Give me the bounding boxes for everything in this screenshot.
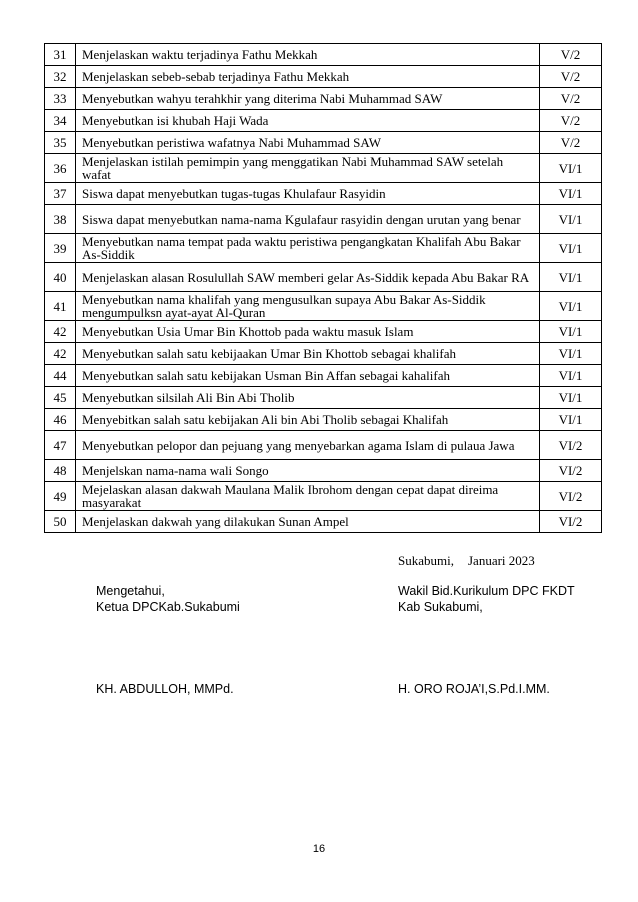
row-number: 37 <box>45 183 76 205</box>
row-description: Menjelaskan istilah pemimpin yang menggatikan Nabi Muhammad SAW setelah wafat <box>76 154 540 183</box>
signature-date: Januari 2023 <box>467 553 535 568</box>
row-code: VI/1 <box>540 365 602 387</box>
table-row <box>45 365 602 387</box>
row-code: VI/2 <box>540 482 602 511</box>
row-description: Menyebutkan peristiwa wafatnya Nabi Muhammad SAW <box>76 132 540 154</box>
row-description: Menyebutkan salah satu kebijakan Usman Bin Affan sebagai kahalifah <box>76 365 540 387</box>
table-row <box>45 321 602 343</box>
row-description: Menyebutkan isi khubah Haji Wada <box>76 110 540 132</box>
table-row <box>45 263 602 292</box>
row-description: Menjelaskan sebeb-sebab terjadinya Fathu Mekkah <box>76 66 540 88</box>
row-code: VI/2 <box>540 511 602 533</box>
row-code: VI/1 <box>540 263 602 292</box>
signature-left-line2: Ketua DPCKab.Sukabumi <box>96 600 240 614</box>
row-description: Menyebutkan salah satu kebijaakan Umar Bin Khottob sebagai khalifah <box>76 343 540 365</box>
row-description: Siswa dapat menyebutkan nama-nama Kgulafaur rasyidin dengan urutan yang benar <box>76 205 540 234</box>
row-number: 39 <box>45 234 76 263</box>
table-row <box>45 154 602 183</box>
table-row <box>45 183 602 205</box>
row-description: Menyebutkan Usia Umar Bin Khottob pada waktu masuk Islam <box>76 321 540 343</box>
table-row <box>45 460 602 482</box>
row-number: 33 <box>45 88 76 110</box>
row-number: 34 <box>45 110 76 132</box>
row-code: VI/1 <box>540 409 602 431</box>
row-code: VI/1 <box>540 387 602 409</box>
row-code: V/2 <box>540 110 602 132</box>
row-number: 31 <box>45 44 76 66</box>
row-code: VI/1 <box>540 205 602 234</box>
table-row <box>45 431 602 460</box>
row-number: 41 <box>45 292 76 321</box>
row-number: 44 <box>45 365 76 387</box>
table-row <box>45 66 602 88</box>
row-description: Menjelskan nama-nama wali Songo <box>76 460 540 482</box>
table-row <box>45 387 602 409</box>
row-number: 46 <box>45 409 76 431</box>
signature-place-date <box>398 553 535 569</box>
table-row <box>45 88 602 110</box>
row-description: Menyebutkan nama tempat pada waktu peristiwa pengangkatan Khalifah Abu Bakar As-Siddik <box>76 234 540 263</box>
table-row <box>45 132 602 154</box>
row-description: Menjelaskan alasan Rosulullah SAW memberi gelar As-Siddik kepada Abu Bakar RA <box>76 263 540 292</box>
row-description: Menjelaskan waktu terjadinya Fathu Mekkah <box>76 44 540 66</box>
row-number: 36 <box>45 154 76 183</box>
row-code: V/2 <box>540 66 602 88</box>
signature-right-name: H. ORO ROJA’I,S.Pd.I.MM. <box>398 682 550 696</box>
signature-right-line1: Wakil Bid.Kurikulum DPC FKDT <box>398 584 575 598</box>
row-description: Menyebutkan pelopor dan pejuang yang menyebarkan agama Islam di pulaua Jawa <box>76 431 540 460</box>
page-number: 16 <box>312 843 326 855</box>
row-number: 38 <box>45 205 76 234</box>
row-code: VI/1 <box>540 183 602 205</box>
table-row <box>45 44 602 66</box>
row-number: 45 <box>45 387 76 409</box>
row-number: 42 <box>45 343 76 365</box>
table-row <box>45 343 602 365</box>
row-code: VI/1 <box>540 343 602 365</box>
table-row <box>45 409 602 431</box>
row-description: Menyebutkan wahyu terahkhir yang diterima Nabi Muhammad SAW <box>76 88 540 110</box>
row-number: 32 <box>45 66 76 88</box>
row-number: 40 <box>45 263 76 292</box>
signature-left-name: KH. ABDULLOH, MMPd. <box>96 682 234 696</box>
competency-table <box>44 43 602 533</box>
row-code: VI/1 <box>540 154 602 183</box>
row-code: VI/2 <box>540 431 602 460</box>
row-number: 35 <box>45 132 76 154</box>
row-code: VI/1 <box>540 292 602 321</box>
row-description: Menjelaskan dakwah yang dilakukan Sunan Ampel <box>76 511 540 533</box>
row-description: Menyebutkan silsilah Ali Bin Abi Tholib <box>76 387 540 409</box>
table-row <box>45 511 602 533</box>
row-number: 48 <box>45 460 76 482</box>
table-row <box>45 234 602 263</box>
signature-left-line1: Mengetahui, <box>96 584 165 598</box>
signature-right-block <box>398 583 575 615</box>
table-row <box>45 292 602 321</box>
row-description: Menyebitkan salah satu kebijakan Ali bin Abi Tholib sebagai Khalifah <box>76 409 540 431</box>
row-code: VI/2 <box>540 460 602 482</box>
row-number: 50 <box>45 511 76 533</box>
table-row <box>45 205 602 234</box>
row-code: V/2 <box>540 44 602 66</box>
signature-right-line2: Kab Sukabumi, <box>398 600 483 614</box>
signature-left-block <box>96 583 240 615</box>
row-description: Mejelaskan alasan dakwah Maulana Malik Ibrohom dengan cepat dapat direima masyarakat <box>76 482 540 511</box>
row-code: V/2 <box>540 88 602 110</box>
row-code: VI/1 <box>540 321 602 343</box>
row-number: 49 <box>45 482 76 511</box>
row-code: VI/1 <box>540 234 602 263</box>
table-row <box>45 482 602 511</box>
signature-place: Sukabumi, <box>398 553 454 568</box>
row-code: V/2 <box>540 132 602 154</box>
row-number: 42 <box>45 321 76 343</box>
row-description: Menyebutkan nama khalifah yang mengusulkan supaya Abu Bakar As-Siddik mengumpulksn ayat-ayat Al-Quran <box>76 292 540 321</box>
row-description: Siswa dapat menyebutkan tugas-tugas Khulafaur Rasyidin <box>76 183 540 205</box>
table-row <box>45 110 602 132</box>
row-number: 47 <box>45 431 76 460</box>
